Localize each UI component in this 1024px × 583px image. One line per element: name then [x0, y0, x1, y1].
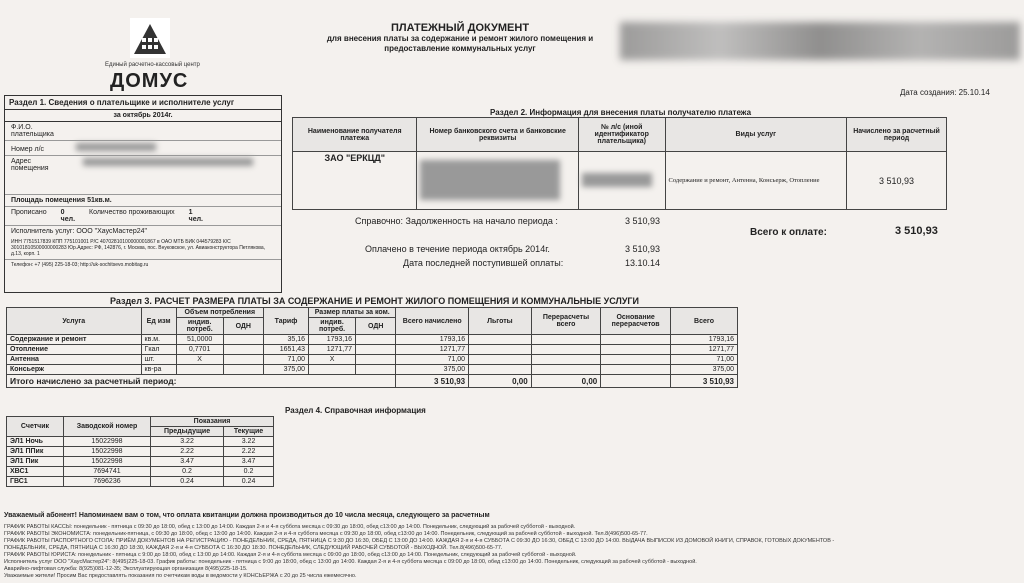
h-vol-indiv: индив. потреб. [176, 318, 223, 335]
redacted-account [76, 143, 156, 151]
table-cell: 1271,77 [309, 345, 356, 355]
table-cell: 2.22 [224, 447, 274, 457]
table-cell [223, 355, 263, 365]
table-cell: 375,00 [671, 365, 738, 375]
amount-value: 3 510,93 [847, 152, 947, 210]
registered-label: Прописано [11, 209, 47, 216]
account-label: Номер л/с [11, 146, 45, 153]
table-cell: 51,0000 [176, 335, 223, 345]
table-cell: ЭЛ1 ППик [7, 447, 64, 457]
h-unit: Ед изм [141, 308, 176, 335]
total-value: 3 510,93 [895, 225, 938, 237]
debt-label: Справочно: Задолженность на начало периода : [355, 216, 558, 226]
col-recipient: Наименование получателя платежа [293, 118, 417, 152]
living-label: Количество проживающих [89, 209, 175, 216]
ls-value [578, 152, 665, 210]
table-row [7, 437, 274, 447]
table-cell [601, 355, 671, 365]
table-row [7, 447, 274, 457]
table-row [7, 467, 274, 477]
table-cell [223, 365, 263, 375]
col-services: Виды услуг [665, 118, 847, 152]
last-payment-value: 13.10.14 [625, 258, 661, 268]
h-total: Всего начислено [396, 308, 469, 335]
payer-name-label: Ф.И.О. плательщика [11, 124, 54, 138]
address-row [5, 155, 281, 194]
h-meter: Счетчик [7, 417, 64, 437]
table-cell: ЭЛ1 Ночь [7, 437, 64, 447]
h-reason: Основание перерасчетов [601, 308, 671, 335]
h-prev: Предыдущие [151, 427, 224, 437]
table-cell: кв-ра [141, 365, 176, 375]
table-cell [356, 335, 396, 345]
logo-icon [130, 18, 170, 58]
table-row [7, 477, 274, 487]
table-cell: 35,16 [263, 335, 308, 345]
total-label: Всего к оплате: [750, 227, 827, 238]
residents-row [5, 206, 281, 225]
table-cell: 1793,16 [309, 335, 356, 345]
table-cell: 7696236 [64, 477, 151, 487]
table-cell: 0.24 [151, 477, 224, 487]
table-cell: Содержание и ремонт [7, 335, 142, 345]
recipient-name: ЗАО "ЕРКЦД" [293, 152, 417, 210]
table-cell [309, 365, 356, 375]
h-recalc: Перерасчеты всего [531, 308, 601, 335]
table-row [7, 345, 738, 355]
table-cell: ГВС1 [7, 477, 64, 487]
section-3-title: Раздел 3. РАСЧЕТ РАЗМЕРА ПЛАТЫ ЗА СОДЕРЖАНИЕ И РЕМОНТ ЖИЛОГО ПОМЕЩЕНИЯ И КОММУНАЛЬНЫЕ УСЛУГИ [110, 296, 639, 306]
table-cell [356, 345, 396, 355]
table-cell: ХВС1 [7, 467, 64, 477]
debt-value: 3 510,93 [625, 216, 661, 226]
last-payment-label: Дата последней поступившей оплаты: [403, 258, 564, 268]
table-cell [356, 365, 396, 375]
executor-phone: Телефон: +7 (495) 225-18-03; http://uk-sochitsevo.mobitag.ru [5, 259, 281, 270]
section-2-title: Раздел 2. Информация для внесения платы получателю платежа [490, 108, 752, 117]
table-cell [356, 355, 396, 365]
h-size: Размер платы за ком. [309, 308, 396, 318]
table-cell [469, 365, 532, 375]
footer-line: ГРАФИК РАБОТЫ ПАСПОРТНОГО СТОЛА: ПРИЁМ ДОКУМЕНТОВ НА РЕГИСТРАЦИЮ - ПОНЕДЕЛЬНИК, СРЕДА, ПЯТНИЦА С 9:30 ДО 16:30, ОБЕД С 13:00 ДО 14:00. КАЖДАЯ 2-я и 4-я СУББОТА С 09:30 ДО 16:30, ОБЕД С 13:00 ДО 14:00. ВЫДАЧА ВЫПИСОК ИЗ ДОМОВОЙ КНИГИ, СПРАВОК, ГОТОВЫХ ДОКУМЕНТОВ - [4, 538, 835, 544]
creation-date: Дата создания: 25.10.14 [900, 88, 990, 97]
table-cell [469, 345, 532, 355]
registered-value: 0 чел. [60, 209, 76, 223]
table-cell: 7694741 [64, 467, 151, 477]
document-title-block [300, 22, 620, 54]
sec3-total-benefit: 0,00 [469, 375, 532, 388]
footer-line: Уважаемые жители! Просим Вас предоставлять показания по счетчикам воды в ведомости у КОНСЬЕРЖА с 20 до 25 числа ежемесячно. [4, 573, 357, 579]
footer-line: ГРАФИК РАБОТЫ ЭКОНОМИСТА: понедельник-пятница, с 09:30 до 18:00, обед с 13:00 до 14:00. Каждая 2-я и 4-я суббота месяца с 09:30 до 18:00, обед с13:00 до 14:00. Понедельник, следующий за рабочей субботой - выходной. Тел.8(496)500-65-77. [4, 531, 648, 537]
table-cell [223, 335, 263, 345]
paid-label: Оплачено в течение периода октябрь 2014г. [365, 244, 550, 254]
table-cell [531, 335, 601, 345]
table-cell [469, 355, 532, 365]
document-title: ПЛАТЕЖНЫЙ ДОКУМЕНТ [390, 22, 530, 34]
col-ls: № л/с (иной идентификатор плательщика) [578, 118, 665, 152]
period: за октябрь 2014г. [5, 109, 281, 122]
table-cell: 1793,16 [396, 335, 469, 345]
table-cell: 0,7701 [176, 345, 223, 355]
section-4-table [6, 416, 274, 487]
h-readings: Показания [151, 417, 274, 427]
h-vol-odn: ОДН [223, 318, 263, 335]
table-cell: кв.м. [141, 335, 176, 345]
table-cell [601, 345, 671, 355]
document-subtitle-2: предоставление коммунальных услуг [384, 44, 536, 53]
sec3-total-reason [601, 375, 671, 388]
sec3-total-recalc: 0,00 [531, 375, 601, 388]
sec3-total-all: 3 510,93 [671, 375, 738, 388]
table-cell: 71,00 [263, 355, 308, 365]
table-cell: ЭЛ1 Пик [7, 457, 64, 467]
table-cell: 3.47 [151, 457, 224, 467]
footer-line: ГРАФИК РАБОТЫ ЮРИСТА: понедельник - пятница с 9:00 до 18:00, обед с 13:00 до 14:00. Каждая 2-я и 4-я суббота месяца с 09:00 до 18:00, обед с13:00 до 14:00. Понедельник, следующий за рабочей субботой - выходной. [4, 552, 577, 558]
table-cell: шт. [141, 355, 176, 365]
footer-line: ПОНЕДЕЛЬНИК, СРЕДА, ПЯТНИЦА С 16:30 ДО 18:30, КАЖДАЯ 2-я и 4-я СУББОТА С 16:30 ДО 18:30. ПОНЕДЕЛЬНИК, СЛЕДУЮЩИЙ РАБОЧЕЙ СУББОТОЙ - ВЫХОДНОЙ. Тел.8(496)500-65-77. [4, 545, 503, 551]
sec3-total: 3 510,93 [396, 375, 469, 388]
table-cell: 15022998 [64, 447, 151, 457]
table-cell [601, 335, 671, 345]
notice: Уважаемый абонент! Напоминаем вам о том, что оплата квитанции должна производиться до 10 числа месяца, следующего за расчетным [4, 512, 490, 519]
h-all: Всего [671, 308, 738, 335]
table-row [7, 335, 738, 345]
footer-line: ГРАФИК РАБОТЫ КАССЫ: понедельник - пятница с 09:30 до 18:00, обед с 13:00 до 14:00. Каждая 2-я и 4-я суббота месяца с 09:30 до 18:00, обед с13:00 до 14:00. Понедельник, следующий за рабочей субботой - выходной. [4, 524, 576, 530]
executor: Исполнитель услуг: ООО "ХаусМастер24" [5, 225, 281, 237]
col-amount: Начислено за расчетный период [847, 118, 947, 152]
table-cell: 1793,16 [671, 335, 738, 345]
table-cell: 0.2 [151, 467, 224, 477]
footer-line: Аварийно-лифтовая служба: 8(925)081-12-35; Эксплуатирующая организация 8(495)225-18-15. [4, 566, 248, 572]
document-subtitle-1: для внесения платы за содержание и ремонт жилого помещения и [326, 34, 594, 43]
account-row [5, 140, 281, 155]
section-4-title: Раздел 4. Справочная информация [285, 406, 426, 415]
h-serial: Заводской номер [64, 417, 151, 437]
section-1 [4, 95, 282, 293]
table-cell: 1271,77 [396, 345, 469, 355]
table-cell [531, 345, 601, 355]
h-size-indiv: индив. потреб. [309, 318, 356, 335]
redacted-address [83, 158, 253, 166]
table-cell: Отопление [7, 345, 142, 355]
redacted-bank [420, 160, 560, 200]
footer-schedule [4, 524, 1014, 580]
h-curr: Текущие [224, 427, 274, 437]
table-cell: 375,00 [263, 365, 308, 375]
footer-line: Исполнитель услуг ООО "ХаусМастер24": 8(495)225-18-03. График работы: понедельник - пятница с 9:00 до 18:00, обед с 13:00 до 14:00. Каждая 2-я и 4-я суббота месяца с 09:00 до 18:00, обед с13:00 до 14:00. Понедельник, следующий за рабочей субботой - выходной. [4, 559, 697, 565]
table-cell: X [176, 355, 223, 365]
table-row [7, 365, 738, 375]
table-cell: 3.22 [224, 437, 274, 447]
living-value: 1 чел. [188, 209, 203, 223]
section-2-table [292, 117, 947, 210]
table-cell [176, 365, 223, 375]
area: Площадь помещения 51кв.м. [5, 194, 281, 206]
table-cell: 2.22 [151, 447, 224, 457]
table-cell: 15022998 [64, 437, 151, 447]
table-cell: 0.2 [224, 467, 274, 477]
paid-value: 3 510,93 [625, 244, 661, 254]
table-cell: X [309, 355, 356, 365]
services-value: Содержание и ремонт, Антенна, Консьерж, Отопление [665, 152, 847, 210]
redacted-area [620, 22, 1020, 60]
table-cell: 1271,77 [671, 345, 738, 355]
table-cell [531, 355, 601, 365]
h-volume: Объем потребления [176, 308, 263, 318]
section-3-table [6, 307, 738, 388]
table-cell: 71,00 [396, 355, 469, 365]
table-cell: 71,00 [671, 355, 738, 365]
redacted-ls [582, 173, 652, 187]
table-cell: 375,00 [396, 365, 469, 375]
table-cell [469, 335, 532, 345]
table-cell: Антенна [7, 355, 142, 365]
bank-details [417, 152, 578, 210]
logo-subtitle: Единый расчетно-кассовый центр [105, 62, 200, 68]
table-cell: 3.22 [151, 437, 224, 447]
table-cell: Консьерж [7, 365, 142, 375]
h-service: Услуга [7, 308, 142, 335]
table-cell: 0.24 [224, 477, 274, 487]
h-size-odn: ОДН [356, 318, 396, 335]
executor-details: ИНН 7751517839 КПП 775101001 Р/С 40702810100000001867 в ОАО МТБ БИК 044579283 К/С 30101810500000000283 Юр.Адрес: РФ, 142876, г. Москва, пос. Внуковское, ул. Авиаконструктора Петлякова, д.13, корп. 1 [11, 239, 266, 257]
h-benefit: Льготы [469, 308, 532, 335]
h-tariff: Тариф [263, 308, 308, 335]
table-cell [601, 365, 671, 375]
logo-name: ДОМУС [110, 70, 189, 92]
table-cell: Гкал [141, 345, 176, 355]
table-row [7, 457, 274, 467]
table-row [7, 355, 738, 365]
table-cell [531, 365, 601, 375]
table-cell: 3.47 [224, 457, 274, 467]
sec3-total-label: Итого начислено за расчетный период: [7, 375, 396, 388]
table-cell: 15022998 [64, 457, 151, 467]
table-cell: 1651,43 [263, 345, 308, 355]
col-bank: Номер банковского счета и банковские реквизиты [417, 118, 578, 152]
table-cell [223, 345, 263, 355]
section-1-title: Раздел 1. Сведения о плательщике и исполнителе услуг [9, 98, 235, 107]
address-label: Адрес помещения [11, 158, 49, 172]
